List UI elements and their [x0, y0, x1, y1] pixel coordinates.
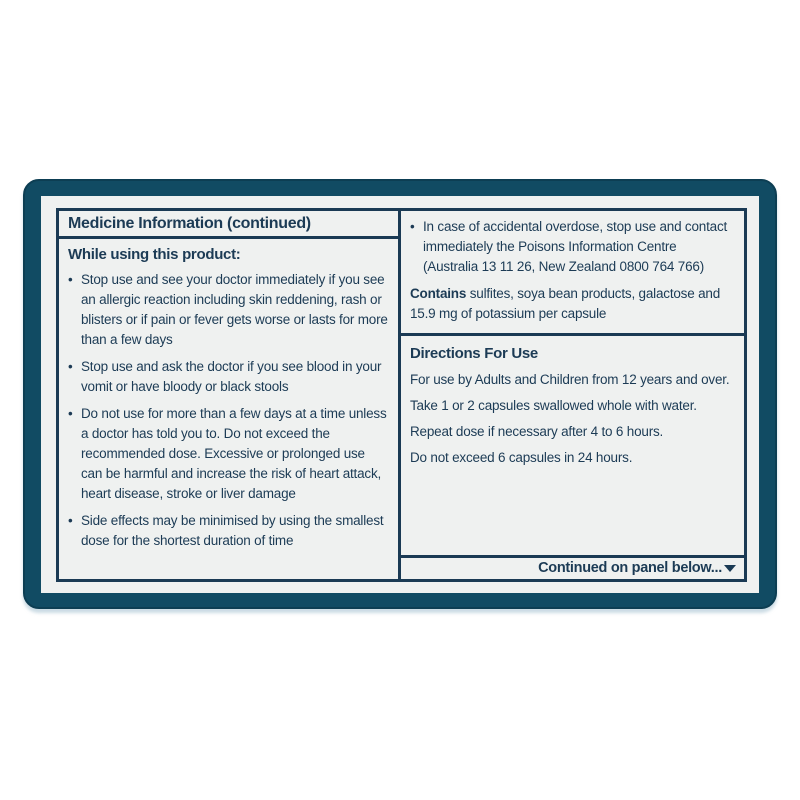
directions-section: [401, 336, 744, 555]
left-column: [59, 211, 398, 579]
list-item: • Stop use and ask the doctor if you see blood in your vomit or have bloody or black stools: [68, 357, 389, 397]
list-item: • Side effects may be minimised by using the smallest dose for the shortest duration of time: [68, 511, 389, 551]
contains-paragraph: [410, 284, 735, 324]
while-using-section: [59, 239, 398, 564]
package-panel-frame: [23, 179, 777, 609]
overdose-contains-section: [401, 211, 744, 336]
medicine-info-panel: [41, 196, 759, 593]
right-column: [398, 211, 744, 579]
overdose-list: [410, 217, 735, 277]
list-item: • In case of accidental overdose, stop use and contact immediately the Poisons Information Centre (Australia 13 11 26, New Zealand 0800 764 766): [410, 217, 735, 277]
contains-label: Contains: [410, 286, 467, 301]
directions-heading: Directions For Use: [410, 345, 538, 362]
down-arrow-icon: [724, 565, 736, 572]
while-using-heading: While using this product:: [68, 246, 241, 263]
panel-title: Medicine Information (continued): [59, 211, 398, 239]
medicine-info-content-box: [56, 208, 747, 582]
directions-line: Repeat dose if necessary after 4 to 6 hours.: [410, 424, 664, 439]
list-item: • Stop use and see your doctor immediately if you see an allergic reaction including skin reddening, rash or blisters or if pain or fever gets worse or lasts for more than a few days: [68, 270, 389, 350]
list-item: • Do not use for more than a few days at a time unless a doctor has told you to. Do not exceed the recommended dose. Excessive or prolonged use can be harmful and increase the risk of heart attack, heart disease, stroke or liver damage: [68, 404, 389, 504]
directions-line: For use by Adults and Children from 12 years and over.: [410, 372, 730, 387]
directions-line: Do not exceed 6 capsules in 24 hours.: [410, 450, 633, 465]
continued-text: Continued on panel below...: [538, 560, 722, 576]
contains-text: sulfites, soya bean products, galactose and 15.9 mg of potassium per capsule: [410, 286, 721, 321]
continued-note: [401, 555, 744, 579]
directions-line: Take 1 or 2 capsules swallowed whole with water.: [410, 398, 697, 413]
warnings-list: [68, 270, 389, 551]
